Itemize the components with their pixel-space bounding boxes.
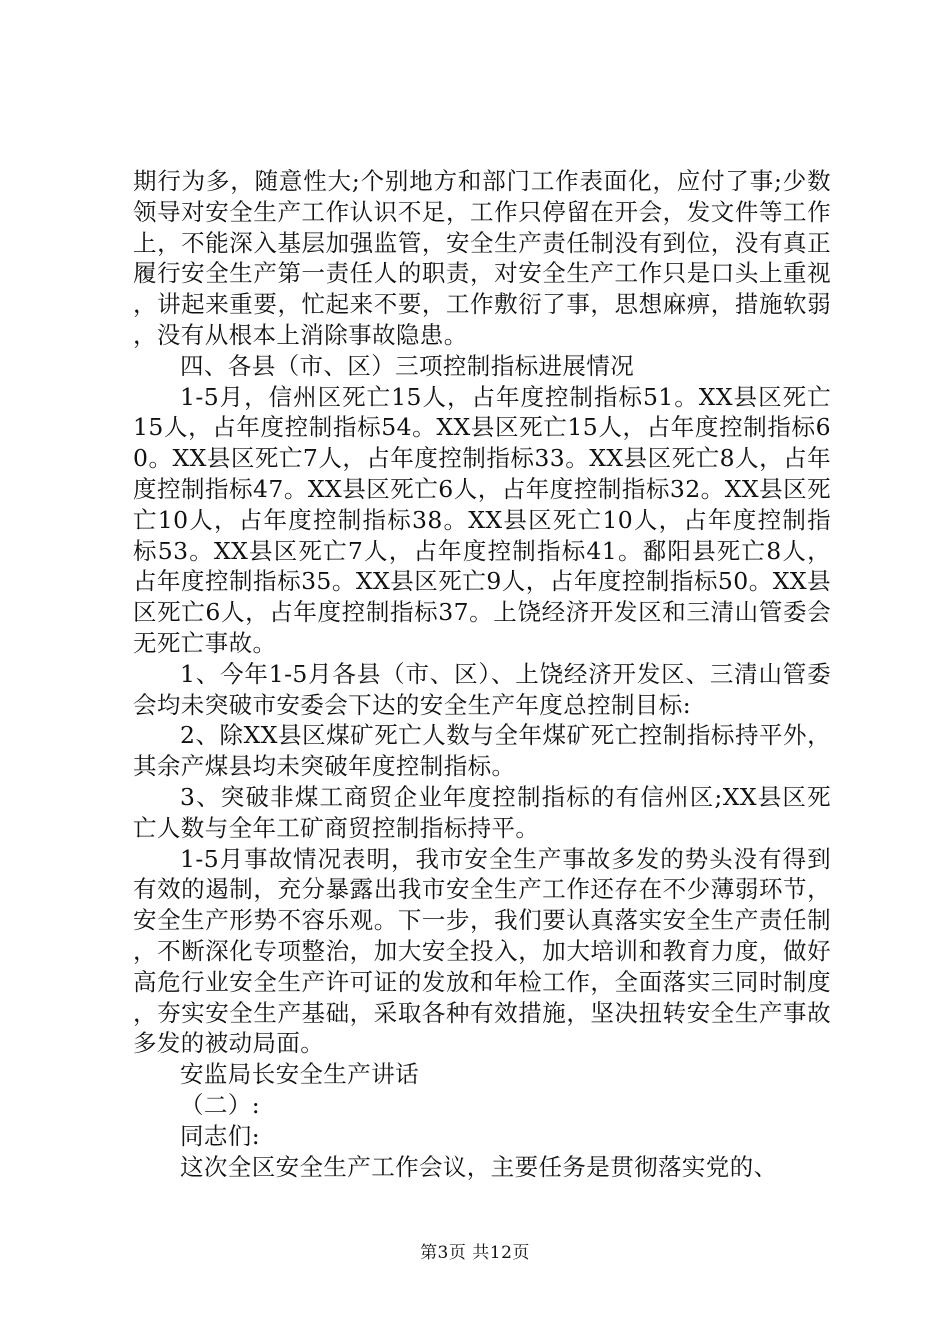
paragraph-statistics: 1-5月，信州区死亡15人，占年度控制指标51。XX县区死亡15人，占年度控制指标54。XX县区死亡15人，占年度控制指标60。XX县区死亡7人，占年度控制指标33。XX县区死亡8人，占年度控制指标47。XX县区死亡6人，占年度控制指标32。XX县区死亡10人，占年度控制指标38。XX县区死亡10人，占年度控制指标53。XX县区死亡7人，占年度控制指标41。鄱阳县死亡8人，占年度控制指标35。XX县区死亡9人，占年度控制指标50。XX县区死亡6人，占年度控制指标37。上饶经济开发区和三清山管委会无死亡事故。 [133, 382, 831, 657]
list-item-1: 1、今年1-5月各县（市、区）、上饶经济开发区、三清山管委会均未突破市安委会下达的安全生产年度总控制目标: [133, 659, 831, 719]
document-body [133, 166, 831, 1182]
speech-salutation: 同志们: [180, 1121, 261, 1150]
speech-opening: 这次全区安全生产工作会议，主要任务是贯彻落实党的、 [180, 1152, 778, 1181]
list-item-3: 3、突破非煤工商贸企业年度控制指标的有信州区;XX县区死亡人数与全年工矿商贸控制指标持平。 [133, 782, 831, 842]
speech-part-label: （二）: [180, 1090, 261, 1119]
paragraph-summary: 1-5月事故情况表明，我市安全生产事故多发的势头没有得到有效的遏制，充分暴露出我市安全生产工作还存在不少薄弱环节，安全生产形势不容乐观。下一步，我们要认真落实安全生产责任制，不断深化专项整治，加大安全投入，加大培训和教育力度，做好高危行业安全生产许可证的发放和年检工作，全面落实三同时制度，夯实安全生产基础，采取各种有效措施，坚决扭转安全生产事故多发的被动局面。 [133, 844, 831, 1058]
section-heading: 四、各县（市、区）三项控制指标进展情况 [180, 351, 635, 380]
page-footer: 第3页 共12页 [420, 1243, 530, 1263]
paragraph-continuation: 期行为多，随意性大;个别地方和部门工作表面化，应付了事;少数领导对安全生产工作认识不足，工作只停留在开会，发文件等工作上，不能深入基层加强监管，安全生产责任制没有到位，没有真正履行安全生产第一责任人的职责，对安全生产工作只是口头上重视，讲起来重要，忙起来不要，工作敷衍了事，思想麻痹，措施软弱，没有从根本上消除事故隐患。 [133, 167, 831, 349]
speech-title: 安监局长安全生产讲话 [180, 1060, 419, 1089]
list-item-2: 2、除XX县区煤矿死亡人数与全年煤矿死亡控制指标持平外，其余产煤县均未突破年度控制指标。 [133, 721, 831, 781]
